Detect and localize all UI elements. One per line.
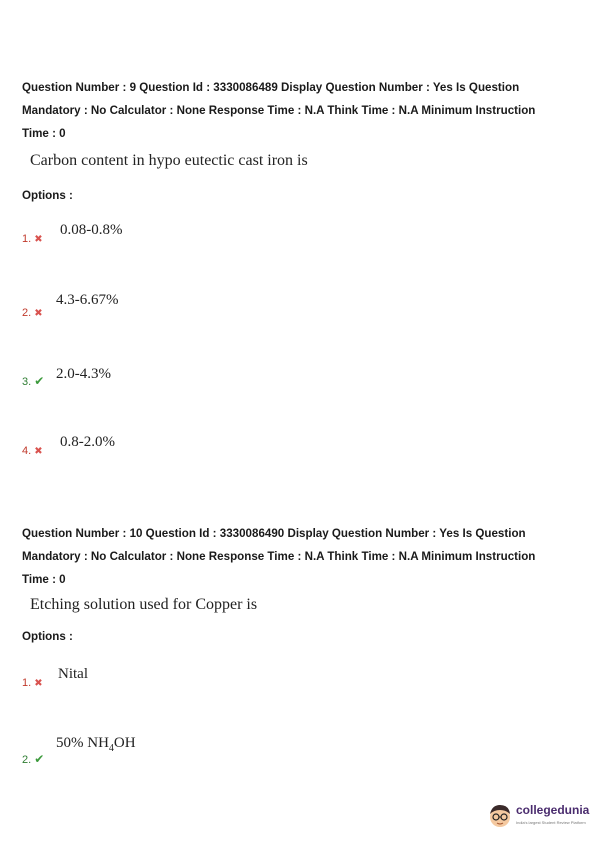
- question-10-options-label: Options :: [22, 630, 73, 643]
- question-9-option-2-text: 4.3-6.67%: [56, 292, 119, 308]
- question-10-option-2-number: 2. ✔: [22, 752, 45, 766]
- question-9-option-2-number: 2. ✖: [22, 307, 43, 319]
- question-9-option-1-text: 0.08-0.8%: [60, 222, 123, 238]
- cross-icon: ✖: [34, 234, 43, 245]
- question-9-header: [22, 76, 582, 145]
- option-text-subscript: 4: [108, 743, 114, 754]
- question-9-option-3-number: 3. ✔: [22, 374, 45, 388]
- question-9-option-3-text: 2.0-4.3%: [56, 366, 111, 382]
- question-9-option-1-number: 1. ✖: [22, 233, 43, 245]
- question-9-option-4-number: 4. ✖: [22, 445, 43, 457]
- question-9-option-4-text: 0.8-2.0%: [60, 434, 115, 450]
- question-9-header-line1: Question Number : 9 Question Id : 3330086489 Display Question Number : Yes Is Question: [22, 81, 520, 94]
- cross-icon: ✖: [34, 446, 43, 457]
- check-icon: ✔: [34, 752, 45, 766]
- question-10-option-1-text: Nital: [58, 666, 88, 682]
- logo-name: collegedunia: [516, 803, 590, 817]
- logo-tagline: India's largest Student Review Platform: [516, 820, 586, 825]
- question-9-header-line2: Mandatory : No Calculator : None Response Time : N.A Think Time : N.A Minimum Instruction: [22, 104, 536, 117]
- option-text-tail: OH: [113, 735, 136, 751]
- question-10-text: Etching solution used for Copper is: [30, 596, 258, 613]
- mascot-face-icon: [487, 802, 513, 830]
- question-10-header-line3: Time : 0: [22, 573, 66, 586]
- collegedunia-logo: [487, 800, 590, 834]
- question-9-options-label: Options :: [22, 189, 73, 202]
- cross-icon: ✖: [34, 678, 43, 689]
- cross-icon: ✖: [34, 308, 43, 319]
- check-icon: ✔: [34, 374, 45, 388]
- question-10-option-2-text: [56, 735, 136, 754]
- option-text-main: 50% NH: [56, 735, 109, 751]
- question-10-header-line1: Question Number : 10 Question Id : 3330086490 Display Question Number : Yes Is Question: [22, 527, 526, 540]
- question-10-header: [22, 522, 582, 591]
- question-9-header-line3: Time : 0: [22, 127, 66, 140]
- question-10-option-1-number: 1. ✖: [22, 677, 43, 689]
- question-10-header-line2: Mandatory : No Calculator : None Response Time : N.A Think Time : N.A Minimum Instruction: [22, 550, 536, 563]
- question-9-text: Carbon content in hypo eutectic cast iron is: [30, 152, 308, 169]
